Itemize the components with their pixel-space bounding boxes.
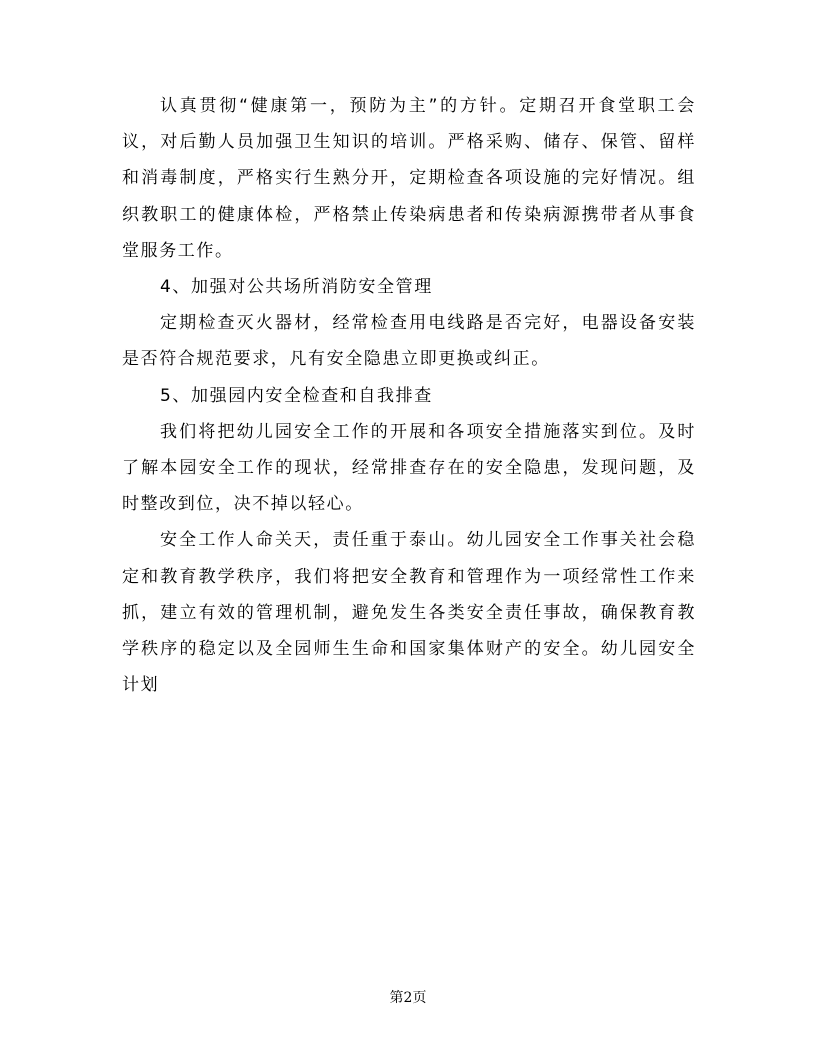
body-text xyxy=(122,88,696,703)
paragraph-canteen-hygiene: 认真贯彻“健康第一，预防为主”的方针。定期召开食堂职工会议，对后勤人员加强卫生知识的培训。严格采购、储存、保管、留样和消毒制度，严格实行生熟分开，定期检查各项设施的完好情况。组织教职工的健康体检，严格禁止传染病患者和传染病源携带者从事食堂服务工作。 xyxy=(122,96,696,261)
paragraph-safety-measures: 我们将把幼儿园安全工作的开展和各项安全措施落实到位。及时了解本园安全工作的现状，经常排查存在的安全隐患，发现问题，及时整改到位，决不掉以轻心。 xyxy=(122,421,696,515)
page-number: 第2页 xyxy=(389,990,427,1006)
paragraph-conclusion: 安全工作人命关天，责任重于泰山。幼儿园安全工作事关社会稳定和教育教学秩序，我们将把安全教育和管理作为一项经常性工作来抓，建立有效的管理机制，避免发生各类安全责任事故，确保教育教学秩序的稳定以及全园师生生命和国家集体财产的安全。幼儿园安全计划 xyxy=(122,530,696,696)
section-heading-safety-inspection: 5、加强园内安全检查和自我排查 xyxy=(160,385,433,406)
paragraph-fire-equipment: 定期检查灭火器材，经常检查用电线路是否完好，电器设备安装是否符合规范要求，凡有安全隐患立即更换或纠正。 xyxy=(122,313,696,370)
section-heading-fire-safety: 4、加强对公共场所消防安全管理 xyxy=(160,277,433,298)
